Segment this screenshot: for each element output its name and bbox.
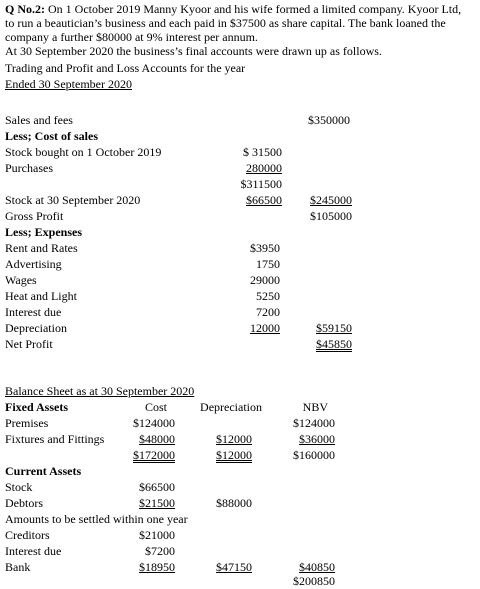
question-line-2: to run a beautician’s business and each paid in $37500 as share capital. The bank loaned the <box>5 16 446 30</box>
question-line-1 <box>5 2 461 16</box>
stock-start-value: $ 31500 <box>243 145 282 159</box>
expense-value: 5250 <box>256 289 280 303</box>
col-nbv: NBV <box>302 400 328 414</box>
expense-label: Interest due <box>5 305 62 319</box>
fixtures-nbv: $36000 <box>299 432 335 446</box>
bank-label: Bank <box>5 560 31 574</box>
premises-cost: $124000 <box>133 416 175 430</box>
purchases-value: 280000 <box>246 161 282 175</box>
gross-profit-label: Gross Profit <box>5 209 64 223</box>
question-label: Q No.2: <box>5 2 45 16</box>
creditors-value: $21000 <box>139 528 175 542</box>
cost-of-sales-total: $245000 <box>310 193 352 207</box>
interest-due-label: Interest due <box>5 544 62 558</box>
sales-label: Sales and fees <box>5 113 73 127</box>
gross-profit-value: $105000 <box>310 209 352 223</box>
question-line-5: Trading and Profit and Loss Accounts for the year <box>5 61 246 75</box>
expense-label: Depreciation <box>5 321 67 335</box>
fixtures-cost: $48000 <box>139 432 175 446</box>
fixtures-depreciation: $12000 <box>216 432 252 446</box>
interest-due-value: $7200 <box>145 544 175 558</box>
cost-of-sales-heading: Less; Cost of sales <box>5 129 98 143</box>
stock-value: $66500 <box>139 480 175 494</box>
purchases-label: Purchases <box>5 161 53 175</box>
expense-value: 7200 <box>256 305 280 319</box>
creditors-label: Creditors <box>5 528 50 542</box>
bank-value: $18950 <box>139 560 175 574</box>
working-capital: $40850 <box>299 560 335 574</box>
fixed-total-depreciation: $12000 <box>216 448 252 462</box>
fixed-total-cost: $172000 <box>133 448 175 462</box>
fixtures-label: Fixtures and Fittings <box>5 432 105 446</box>
balance-sheet-title: Balance Sheet as at 30 September 2020 <box>5 384 195 398</box>
question-line-3: company a further $80000 at 9% interest per annum. <box>5 30 258 44</box>
fixed-assets-heading: Fixed Assets <box>5 400 68 414</box>
net-profit-label: Net Profit <box>5 337 53 351</box>
expense-value: $3950 <box>250 241 280 255</box>
premises-nbv: $124000 <box>293 416 335 430</box>
net-profit-value: $45850 <box>316 337 352 351</box>
question-line-6: Ended 30 September 2020 <box>5 77 132 91</box>
expense-label: Wages <box>5 273 37 287</box>
question-line-4: At 30 September 2020 the business’s final accounts were drawn up as follows. <box>5 44 382 58</box>
stock-end-label: Stock at 30 September 2020 <box>5 193 141 207</box>
current-assets-heading: Current Assets <box>5 464 82 478</box>
col-depreciation: Depreciation <box>200 400 262 414</box>
debtors-label: Debtors <box>5 496 43 510</box>
stock-end-value: $66500 <box>246 193 282 207</box>
col-cost: Cost <box>144 400 167 414</box>
expense-value: 29000 <box>250 273 280 287</box>
debtors-value: $21500 <box>139 496 175 510</box>
expenses-total: $59150 <box>316 321 352 335</box>
question-text-1: On 1 October 2019 Manny Kyoor and his wife formed a limited company. Kyoor Ltd, <box>45 2 462 16</box>
expense-value: 12000 <box>250 321 280 335</box>
current-assets-total: $88000 <box>216 496 252 510</box>
liabilities-heading: Amounts to be settled within one year <box>5 512 188 526</box>
expense-value: 1750 <box>256 257 280 271</box>
current-liabilities-total: $47150 <box>216 560 252 574</box>
stock-label: Stock <box>5 480 33 494</box>
expenses-heading: Less; Expenses <box>5 225 83 239</box>
expense-label: Heat and Light <box>5 289 77 303</box>
expense-label: Rent and Rates <box>5 241 78 255</box>
stock-start-label: Stock bought on 1 October 2019 <box>5 145 162 159</box>
premises-label: Premises <box>5 416 49 430</box>
expense-label: Advertising <box>5 257 62 271</box>
balance-grand-total: $200850 <box>293 574 335 588</box>
fixed-total-nbv: $160000 <box>293 448 335 462</box>
sales-value: $350000 <box>308 113 350 127</box>
cost-subtotal: $311500 <box>240 177 282 191</box>
